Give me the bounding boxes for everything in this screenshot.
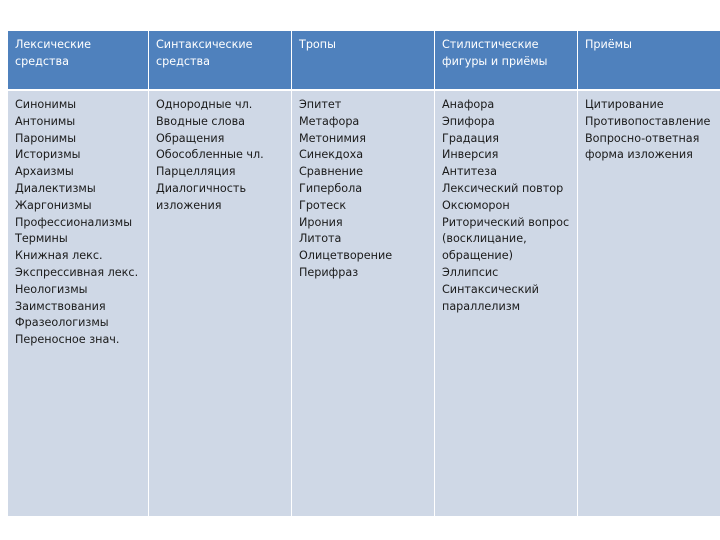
cell-tropes-list: Эпитет Метафора Метонимия Синекдоха Сравнение Гипербола Гротеск Ирония Литота Олицетворение Перифраз xyxy=(292,91,435,516)
header-tropes: Тропы xyxy=(292,31,435,89)
cell-figures-list: Анафора Эпифора Градация Инверсия Антитеза Лексический повтор Оксюморон Риторический вопрос (восклицание, обращение) Эллипсис Синтаксический параллелизм xyxy=(435,91,578,516)
cell-lexical-list: Синонимы Антонимы Паронимы Историзмы Архаизмы Диалектизмы Жаргонизмы Профессионализмы Термины Книжная лекс. Экспрессивная лекс. Неологизмы Заимствования Фразеологизмы Переносное знач. xyxy=(8,91,149,516)
header-techniques: Приёмы xyxy=(578,31,720,89)
stylistic-devices-table xyxy=(8,31,720,514)
header-lexical: Лексические средства xyxy=(8,31,149,89)
header-figures: Стилистические фигуры и приёмы xyxy=(435,31,578,89)
cell-techniques-list: Цитирование Противопоставление Вопросно-ответная форма изложения xyxy=(578,91,720,516)
cell-syntactic-list: Однородные чл. Вводные слова Обращения Обособленные чл. Парцелляция Диалогичность изложения xyxy=(149,91,292,516)
header-syntactic: Синтаксические средства xyxy=(149,31,292,89)
